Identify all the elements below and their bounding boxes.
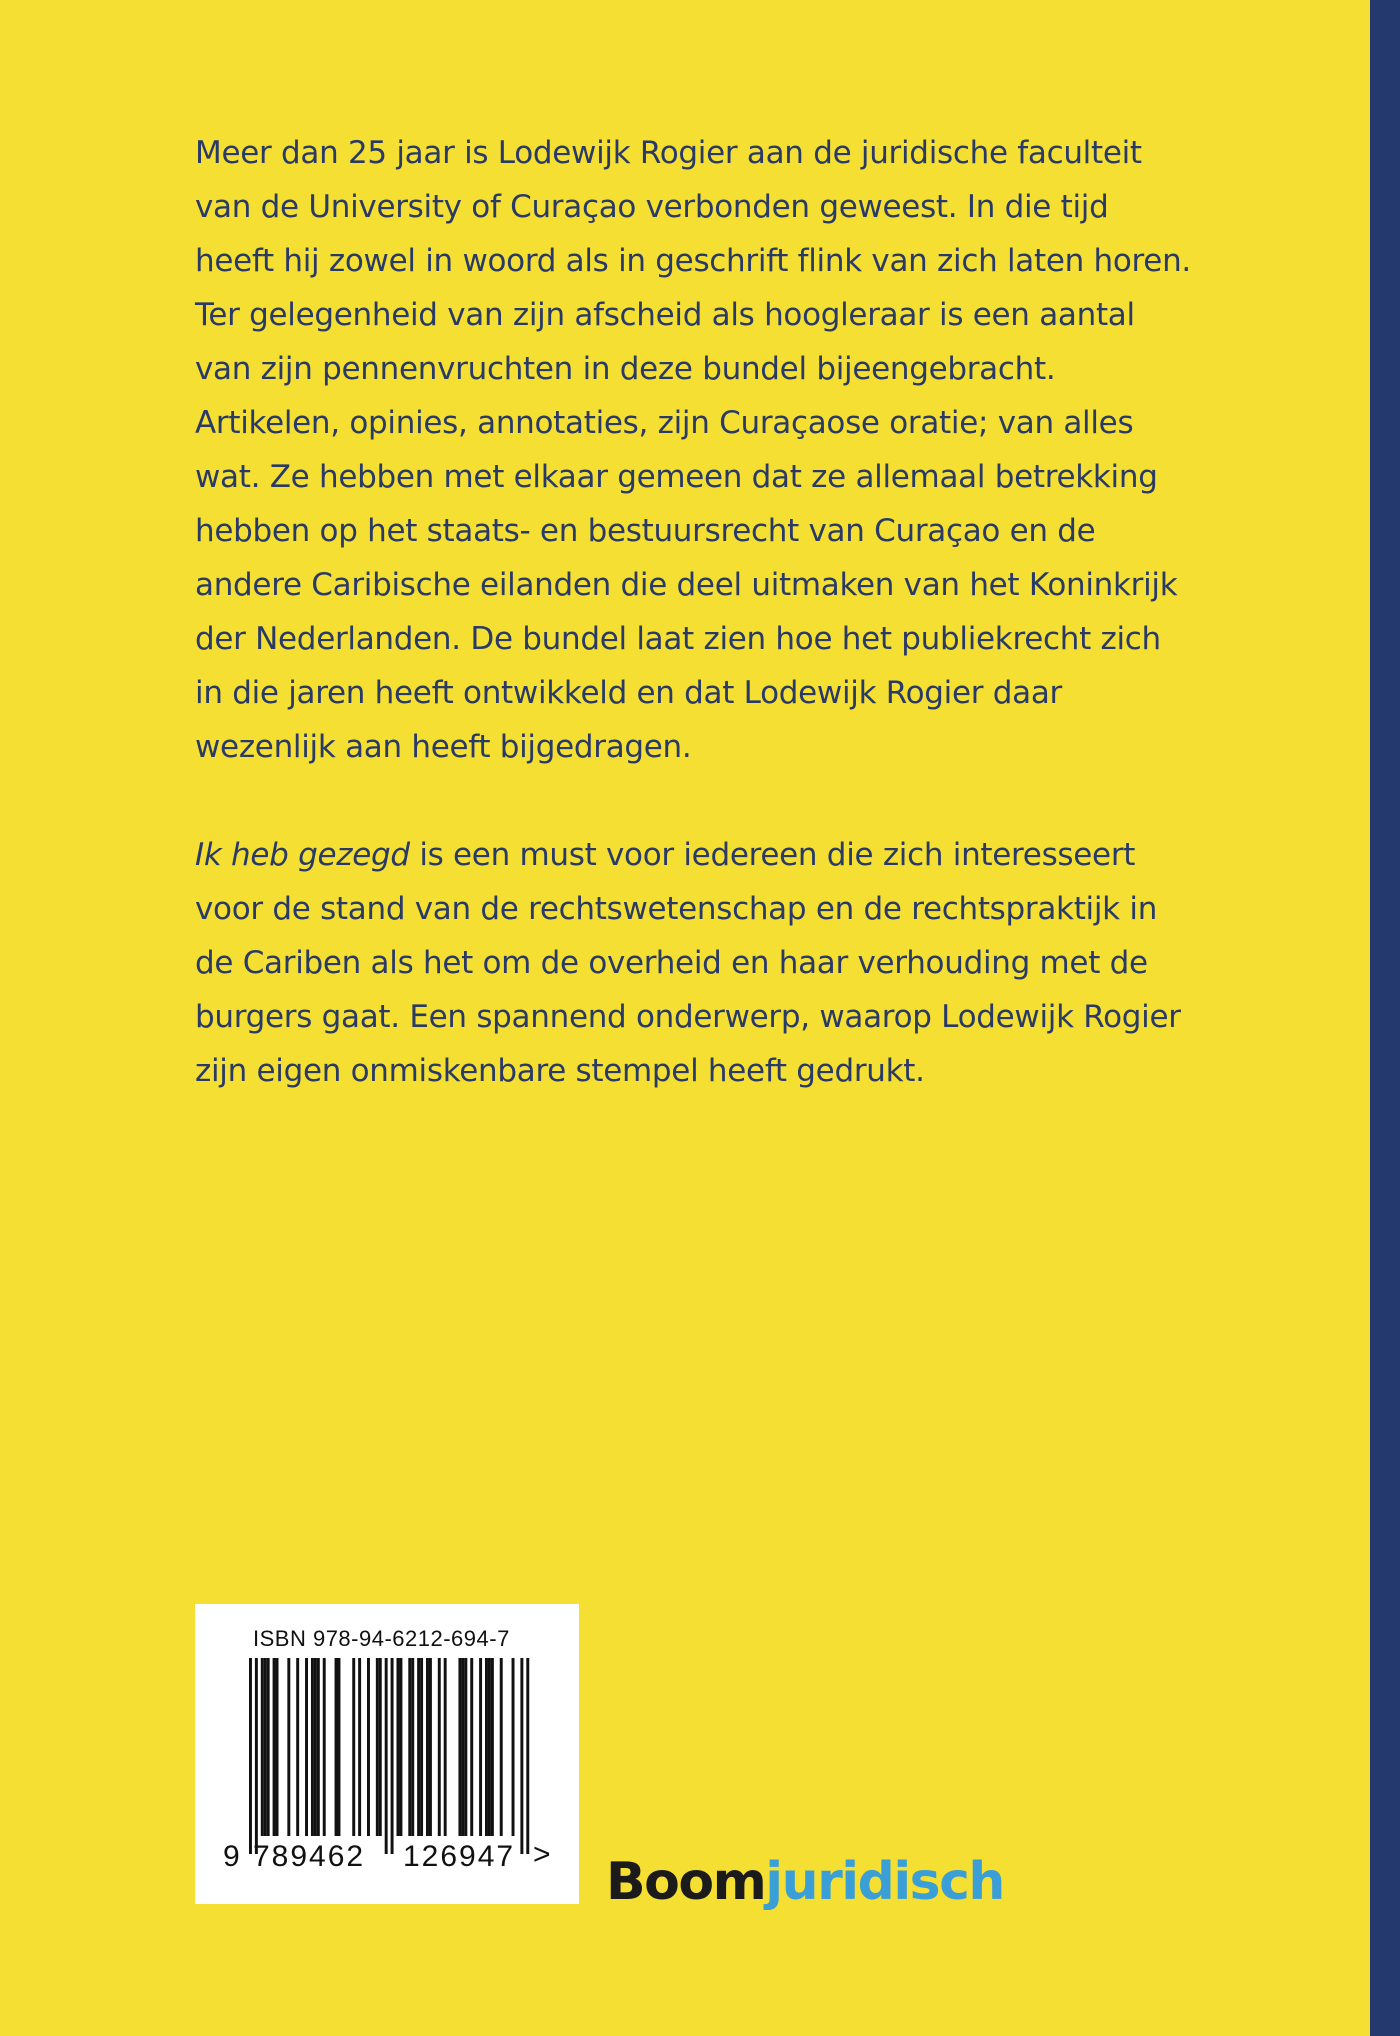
barcode-bar <box>305 1658 308 1836</box>
barcode-bar <box>376 1658 379 1836</box>
barcode-bar <box>520 1658 523 1854</box>
barcode-bar <box>379 1658 382 1836</box>
blurb-paragraph-2 <box>195 828 1195 1098</box>
blurb-paragraph-1: Meer dan 25 jaar is Lodewijk Rogier aan de juridische faculteit van de University of Curaçao verbonden geweest. In die tijd heeft hij zowel in woord als in geschrift flink van zich laten horen. Ter gelegenheid van zijn afscheid als hoogleraar is een aantal van zijn pennenvruchten in deze bundel bijeengebracht. Artikelen, opinies, annotaties, zijn Curaçaose oratie; van alles wat. Ze hebben met elkaar gemeen dat ze allemaal betrekking hebben op het staats- en bestuursrecht van Curaçao en de andere Caribische eilanden die deel uitmaken van het Koninkrijk der Nederlanden. De bundel laat zien hoe het publiekrecht zich in die jaren heeft ontwikkeld en dat Lodewijk Rogier daar wezenlijk aan heeft bijgedragen. <box>195 135 1191 765</box>
barcode-bar <box>391 1658 394 1854</box>
isbn-label: ISBN 978-94-6212-694-7 <box>253 1626 510 1651</box>
barcode-bar <box>429 1658 432 1836</box>
barcode-bar <box>397 1658 400 1836</box>
logo-boom: Boom <box>606 1852 766 1912</box>
publisher-logo <box>606 1852 1004 1912</box>
barcode-bar <box>438 1658 441 1836</box>
barcode-bar <box>267 1658 270 1836</box>
barcode-bar <box>323 1658 326 1836</box>
barcode-right-digits: 126947 <box>403 1840 516 1873</box>
barcode-bar <box>491 1658 494 1836</box>
blurb-paragraph-2-text: is een must voor iedereen die zich interesseert voor de stand van de rechtswetenschap en de rechtspraktijk in de Cariben als het om de overheid en haar verhouding met de burgers gaat. Een spannend onderwerp, waarop Lodewijk Rogier zijn eigen onmiskenbare stempel heeft gedrukt. <box>195 837 1181 1089</box>
isbn-barcode <box>195 1604 579 1904</box>
barcode-bar <box>458 1658 461 1836</box>
barcode-bar <box>335 1658 338 1836</box>
barcode-bar <box>500 1658 503 1836</box>
barcode-bar <box>461 1658 464 1836</box>
barcode-bar <box>512 1658 515 1836</box>
barcode-bar <box>296 1658 299 1836</box>
barcode-bar <box>358 1658 361 1836</box>
barcode-bar <box>255 1658 258 1854</box>
barcode-bar <box>464 1658 467 1836</box>
barcode-first-digit: 9 <box>223 1840 240 1873</box>
barcode-bar <box>408 1658 411 1836</box>
barcode-bar <box>338 1658 341 1836</box>
barcode-bar <box>276 1658 279 1836</box>
barcode-arrow: > <box>533 1838 551 1871</box>
back-cover-blurb <box>195 126 1195 1098</box>
barcode-bar <box>264 1658 267 1836</box>
barcode-bar <box>417 1658 420 1836</box>
spine-stripe <box>1370 0 1400 2036</box>
logo-juridisch: juridisch <box>765 1852 1004 1912</box>
barcode-bar <box>385 1658 388 1854</box>
barcode-bar <box>426 1658 429 1836</box>
barcode-bar <box>444 1658 447 1836</box>
barcode-bar <box>420 1658 423 1836</box>
barcode-bar <box>249 1658 252 1854</box>
barcode-bar <box>261 1658 264 1836</box>
barcode-bar <box>352 1658 355 1836</box>
barcode-bar <box>488 1658 491 1836</box>
barcode-bar <box>470 1658 473 1836</box>
barcode-bar <box>399 1658 402 1836</box>
book-title-italic: Ik heb gezegd <box>195 837 410 873</box>
barcode-bar <box>485 1658 488 1836</box>
barcode-bar <box>314 1658 317 1836</box>
barcode-bar <box>287 1658 290 1836</box>
barcode-bar <box>317 1658 320 1836</box>
barcode-bar <box>273 1658 276 1836</box>
barcode-bar <box>311 1658 314 1836</box>
barcode-bar <box>367 1658 370 1836</box>
barcode-left-digits: 789462 <box>253 1840 366 1873</box>
barcode-bar <box>479 1658 482 1836</box>
barcode-bar <box>526 1658 529 1854</box>
barcode-bar <box>411 1658 414 1836</box>
